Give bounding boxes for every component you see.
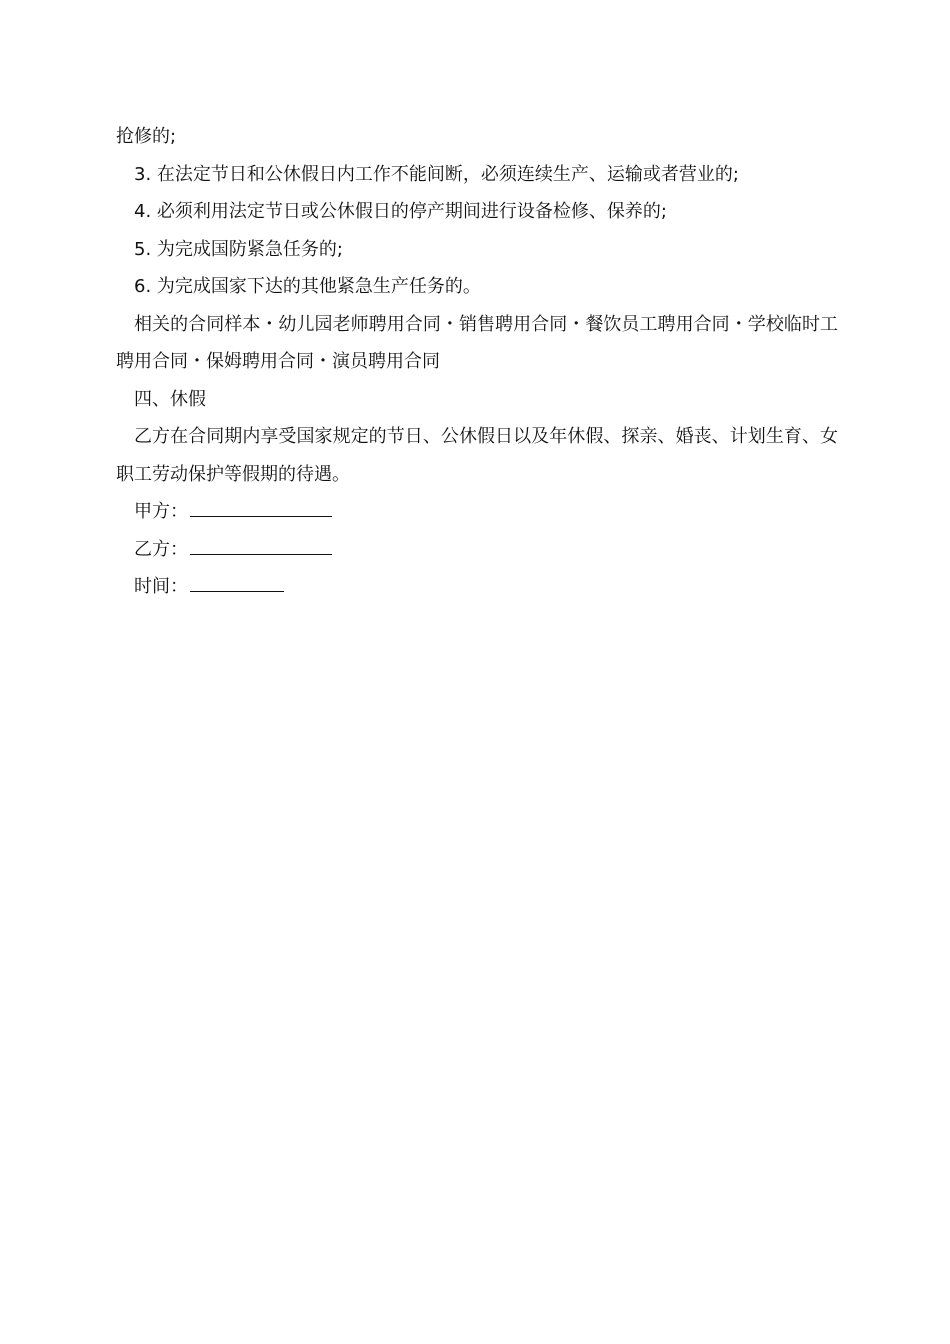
list-item: 3. 在法定节日和公休假日内工作不能间断，必须连续生产、运输或者营业的;: [134, 163, 739, 185]
text-line: 抢修的;: [116, 126, 177, 147]
party-b-signature-blank: [190, 538, 332, 555]
signature-party-a: [116, 493, 838, 531]
list-item: 4. 必须利用法定节日或公休假日的停产期间进行设备检修、保养的;: [134, 201, 667, 222]
section-heading: 四、休假: [134, 388, 206, 410]
time-label: 时间：: [134, 576, 188, 597]
list-item: 5. 为完成国防紧急任务的;: [134, 238, 343, 260]
signature-time: [116, 568, 838, 606]
party-a-signature-blank: [190, 500, 332, 517]
vacation-paragraph: 乙方在合同期内享受国家规定的节日、公休假日以及年休假、探亲、婚丧、计划生育、女职工劳动保护等假期的待遇。: [116, 426, 838, 485]
list-item: 6. 为完成国家下达的其他紧急生产任务的。: [134, 276, 481, 297]
document-body: [116, 118, 838, 606]
signature-party-b: [116, 531, 838, 569]
related-contracts: 相关的合同样本・幼儿园老师聘用合同・销售聘用合同・餐饮员工聘用合同・学校临时工聘用合同・保姆聘用合同・演员聘用合同: [116, 313, 838, 372]
party-b-label: 乙方：: [134, 538, 188, 560]
time-blank: [190, 575, 284, 592]
party-a-label: 甲方：: [134, 501, 188, 522]
